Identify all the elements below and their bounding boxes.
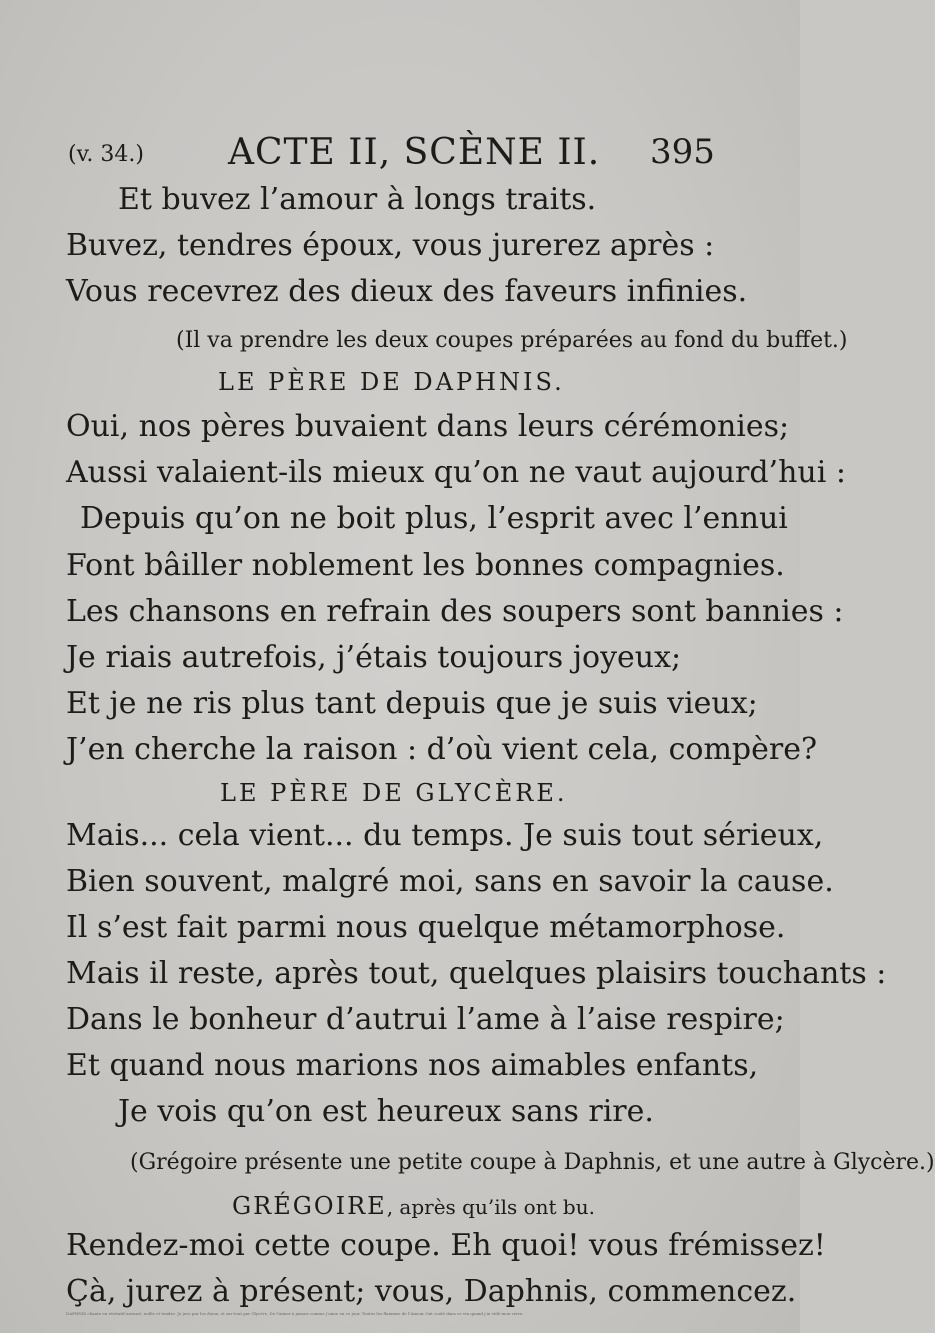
verse-line: Rendez-moi cette coupe. Eh quoi! vous frémissez! — [66, 1228, 826, 1263]
verse-line: Toutes les flammes de l’Amour — [361, 1311, 426, 1316]
verse-line: Ont coulé dans ce vin quand j’ai vidé mon verre. — [425, 1311, 524, 1316]
verse-line: Mais... cela vient... du temps. Je suis tout sérieux, — [66, 818, 824, 853]
running-header — [0, 132, 800, 182]
speaker-name: DAPHNIS — [66, 1311, 88, 1316]
speaker-heading — [232, 1192, 595, 1220]
verse-line: Oui, nos pères buvaient dans leurs cérémonies; — [66, 409, 790, 444]
stage-direction: (Il va prendre les deux coupes préparées au fond du buffet.) — [176, 328, 848, 353]
verse-line: Buvez, tendres époux, vous jurerez après : — [66, 228, 715, 263]
speaker-name: LE PÈRE DE DAPHNIS. — [218, 368, 565, 396]
act-scene-title: ACTE II, SCÈNE II. — [228, 132, 601, 173]
verse-line: Çà, jurez à présent; vous, Daphnis, commencez. — [66, 1274, 797, 1309]
verse-line: Et buvez l’amour à longs traits. — [118, 182, 597, 217]
verse-line: Je riais autrefois, j’étais toujours joyeux; — [66, 640, 682, 675]
verse-line: Et quand nous marions nos aimables enfants, — [66, 1048, 759, 1083]
stage-direction: chante en récitatif mesuré, noble et tendre. — [87, 1311, 178, 1316]
verse-line: Vous recevrez des dieux des faveurs infinies. — [66, 274, 748, 309]
verse-line: Mais il reste, après tout, quelques plaisirs touchants : — [66, 956, 887, 991]
speaker-name: LE PÈRE DE GLYCÈRE. — [220, 779, 568, 807]
verse-line: Depuis qu’on ne boit plus, l’esprit avec l’ennui — [80, 501, 788, 536]
verse-line: J’en cherche la raison : d’où vient cela, compère? — [66, 732, 818, 767]
verse-line: Les chansons en refrain des soupers sont bannies : — [66, 594, 844, 629]
verse-line: Et je ne ris plus tant depuis que je suis vieux; — [66, 686, 758, 721]
verse-line: Je jure par les dieux, et sur-tout par Glycère, — [177, 1311, 270, 1316]
stage-direction: (Grégoire présente une petite coupe à Daphnis, et une autre à Glycère.) — [130, 1150, 935, 1175]
verse-line: Je vois qu’on est heureux sans rire. — [118, 1094, 654, 1129]
verse-line: Font bâiller noblement les bonnes compagnies. — [66, 548, 785, 583]
verse-line: Il s’est fait parmi nous quelque métamorphose. — [66, 910, 786, 945]
continued-lines — [66, 1312, 746, 1332]
verse-line: De l’aimer à jamais comme j’aime en ce jour. — [269, 1311, 362, 1316]
verse-reference: (v. 34.) — [68, 142, 144, 167]
page-number: 395 — [650, 132, 715, 172]
stage-direction: , après qu’ils ont bu. — [386, 1195, 595, 1219]
verse-line: Bien souvent, malgré moi, sans en savoir la cause. — [66, 864, 834, 899]
verse-line: Aussi valaient-ils mieux qu’on ne vaut aujourd’hui : — [66, 455, 846, 490]
verse-line: Dans le bonheur d’autrui l’ame à l’aise respire; — [66, 1002, 785, 1037]
speaker-name: GRÉGOIRE — [232, 1192, 387, 1220]
